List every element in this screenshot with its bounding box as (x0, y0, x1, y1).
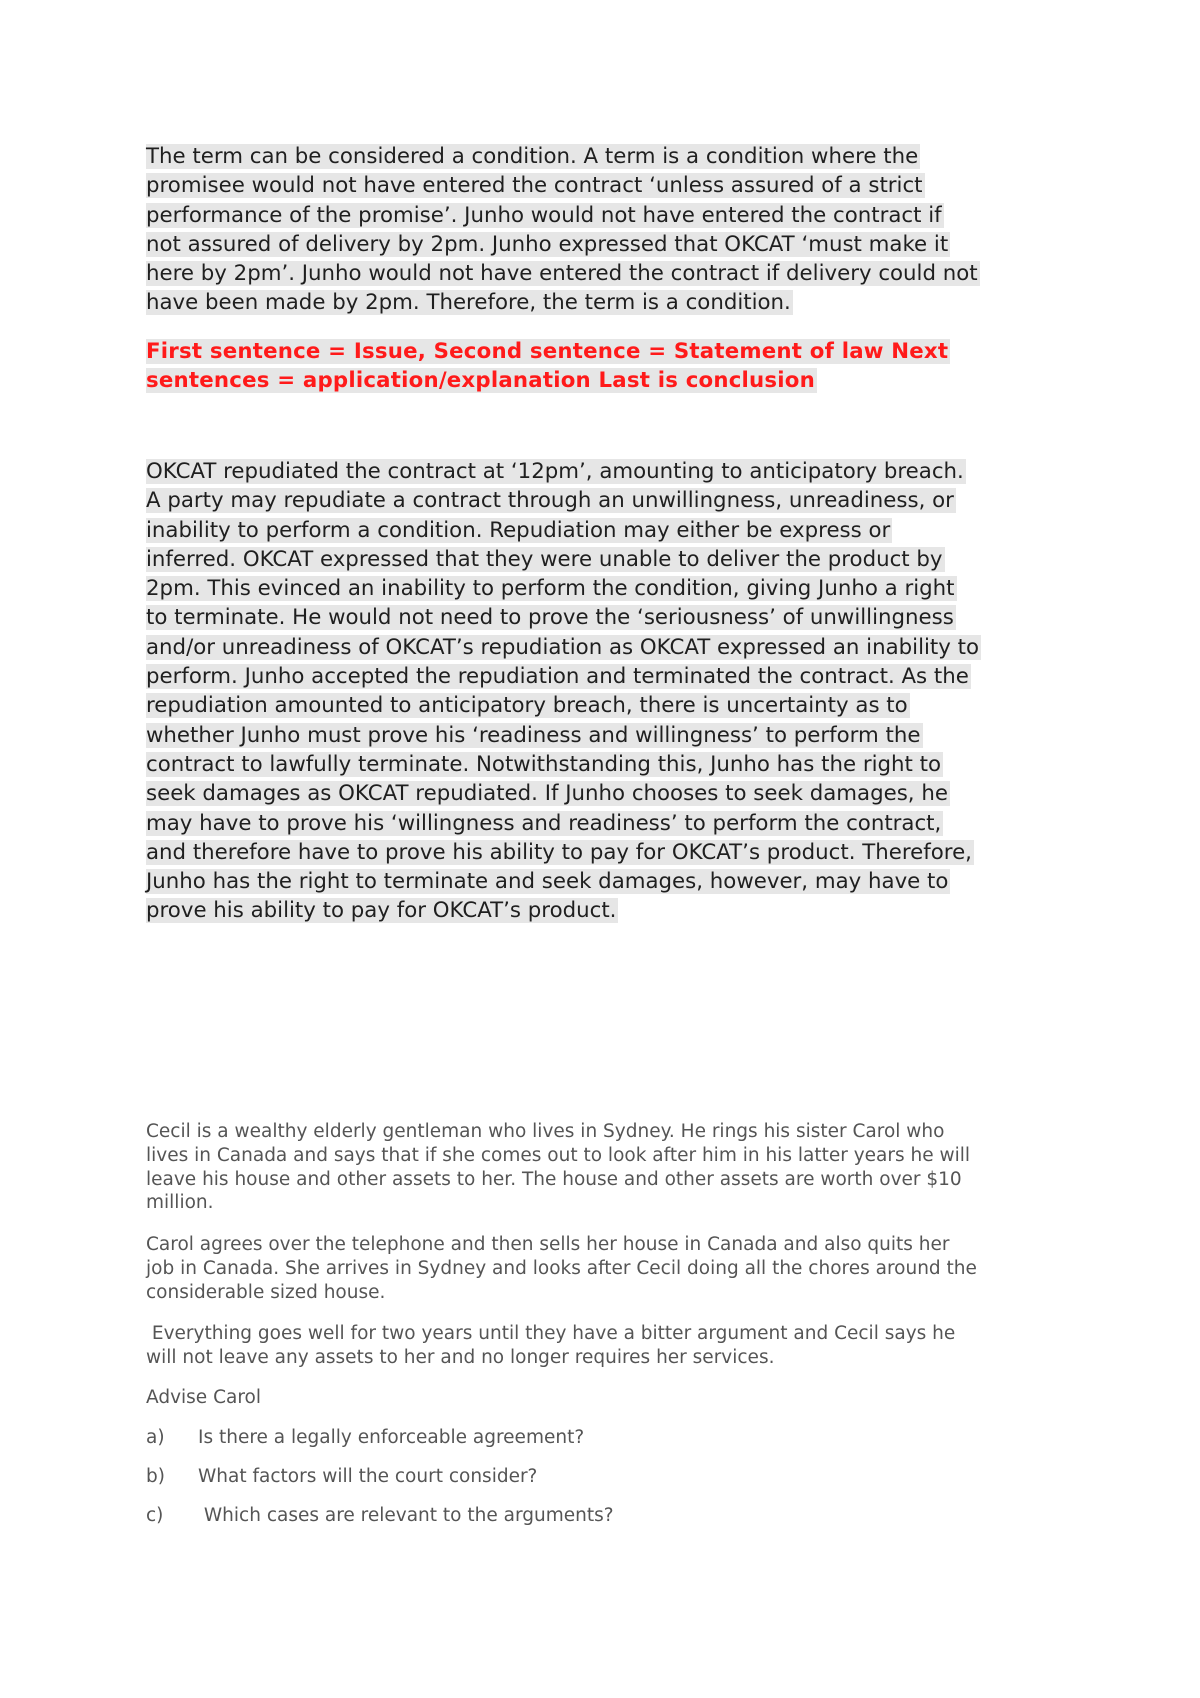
text-line: and/or unreadiness of OKCAT’s repudiation as OKCAT expressed an inability to (146, 634, 980, 660)
item-marker: a) (146, 1427, 165, 1448)
annotation-note (146, 337, 1066, 396)
text-line: seek damages as OKCAT repudiated. If Junho chooses to seek damages, he (146, 781, 948, 807)
note-line: sentences = application/explanation Last is conclusion (146, 368, 815, 394)
text-line: not assured of delivery by 2pm. Junho expressed that OKCAT ‘must make it (146, 231, 949, 257)
text-line: repudiation amounted to anticipatory breach, there is uncertainty as to (146, 693, 908, 719)
text-line: promisee would not have entered the contract ‘unless assured of a strict (146, 173, 923, 199)
item-marker: b) (146, 1466, 165, 1487)
text-line: leave his house and other assets to her. The house and other assets are worth over $10 (146, 1168, 962, 1190)
answer-paragraph-repudiation (146, 457, 1066, 926)
text-line: inferred. OKCAT expressed that they were unable to deliver the product by (146, 546, 943, 572)
advise-heading: Advise Carol (146, 1387, 261, 1408)
item-marker: c) (146, 1505, 164, 1526)
question-item-b (146, 1465, 537, 1489)
text-line: whether Junho must prove his ‘readiness and willingness’ to perform the (146, 722, 921, 748)
text-line: million. (146, 1192, 214, 1214)
text-line: Cecil is a wealthy elderly gentleman who lives in Sydney. He rings his sister Carol who (146, 1121, 945, 1142)
text-line: Everything goes well for two years until they have a bitter argument and Cecil says he (146, 1323, 956, 1344)
text-line: A party may repudiate a contract through an unwillingness, unreadiness, or (146, 488, 954, 514)
text-line: and therefore have to prove his ability to pay for OKCAT’s product. Therefore, (146, 839, 972, 865)
text-line: have been made by 2pm. Therefore, the term is a condition. (146, 290, 791, 316)
question-paragraph (146, 1120, 970, 1215)
question-paragraph (146, 1233, 977, 1304)
text-line: performance of the promise’. Junho would not have entered the contract if (146, 202, 942, 228)
text-line: prove his ability to pay for OKCAT’s product. (146, 898, 617, 924)
answer-paragraph-condition (146, 142, 1066, 318)
text-line: The term can be considered a condition. A term is a condition where the (146, 144, 919, 169)
item-text: What factors will the court consider? (198, 1466, 538, 1487)
text-line: may have to prove his ‘willingness and readiness’ to perform the contract, (146, 810, 942, 836)
text-line: contract to lawfully terminate. Notwithstanding this, Junho has the right to (146, 751, 942, 777)
text-line: 2pm. This evinced an inability to perform the condition, giving Junho a right (146, 576, 955, 602)
text-line: Junho has the right to terminate and seek damages, however, may have to (146, 869, 949, 895)
question-item-c (146, 1504, 614, 1528)
question-paragraph (146, 1322, 955, 1370)
question-item-a (146, 1426, 584, 1450)
item-text: Is there a legally enforceable agreement? (198, 1427, 585, 1448)
note-line: First sentence = Issue, Second sentence = Statement of law Next (146, 339, 949, 364)
text-line: inability to perform a condition. Repudiation may either be express or (146, 517, 891, 543)
text-line: here by 2pm’. Junho would not have entered the contract if delivery could not (146, 261, 978, 287)
text-line: OKCAT repudiated the contract at ‘12pm’, amounting to anticipatory breach. (146, 459, 964, 484)
text-line: to terminate. He would not need to prove the ‘seriousness’ of unwillingness (146, 605, 954, 631)
text-line: will not leave any assets to her and no longer requires her services. (146, 1346, 775, 1368)
item-text: Which cases are relevant to the arguments? (198, 1505, 614, 1526)
text-line: considerable sized house. (146, 1281, 386, 1303)
text-line: job in Canada. She arrives in Sydney and looks after Cecil doing all the chores around the (146, 1257, 977, 1279)
text-line: lives in Canada and says that if she comes out to look after him in his latter years he will (146, 1144, 971, 1166)
text-line: perform. Junho accepted the repudiation and terminated the contract. As the (146, 664, 969, 690)
text-line: Carol agrees over the telephone and then sells her house in Canada and also quits her (146, 1234, 950, 1255)
